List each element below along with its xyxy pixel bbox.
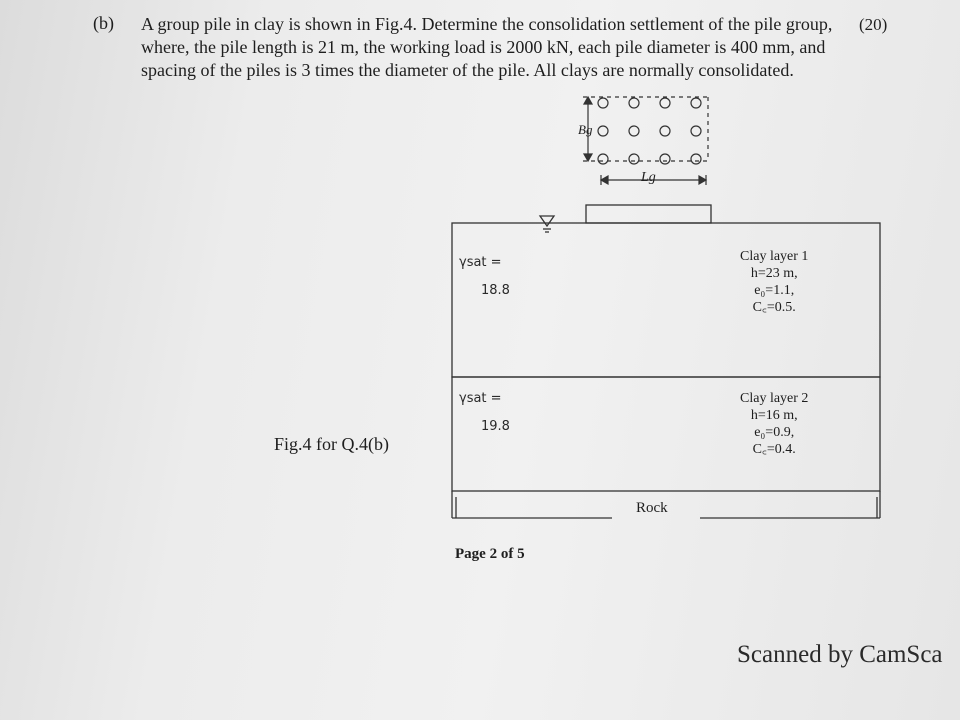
layer-2-h: h=16 m, [750,408,798,423]
rock-label: Rock [636,500,668,516]
water-table-icon [540,216,554,232]
pile [598,154,608,164]
pile [691,98,701,108]
pile [598,98,608,108]
clay-layer-2-box [452,377,880,491]
layer-1-e0: e₀=1.1, [754,283,795,298]
page-number: Page 2 of 5 [455,546,525,562]
scanner-watermark: Scanned by CamSca [737,641,943,668]
pile-circles [598,98,701,164]
pile [629,126,639,136]
pile [691,126,701,136]
lg-label: Lg [641,170,656,185]
layer-2-gamma-label: γsat = [459,391,502,406]
layer-1-name: Clay layer 1 [740,249,809,264]
pile [629,154,639,164]
pile [660,154,670,164]
layer-1-h: h=23 m, [750,266,798,281]
layer-1-gamma-label: γsat = [459,255,502,270]
pile [660,126,670,136]
bg-label: Bg [578,122,593,137]
layer-1-cc: C꜀=0.5. [752,300,796,315]
pile [629,98,639,108]
layer-1-gamma-value: 18.8 [481,283,510,298]
pile [691,154,701,164]
layer-2-gamma-value: 19.8 [481,419,510,434]
pile [598,126,608,136]
layer-2-name: Clay layer 2 [740,391,809,406]
clay-layer-1-properties [740,248,808,316]
clay-layer-2-properties [740,390,808,458]
layer-2-e0: e₀=0.9, [754,425,795,440]
question-marks: (20) [859,15,888,34]
clay-layer-1-box [452,223,880,377]
pile-cap [586,205,711,223]
question-label: (b) [93,13,114,33]
figure-caption: Fig.4 for Q.4(b) [274,434,389,454]
pile [660,98,670,108]
question-text: A group pile in clay is shown in Fig.4. Determine the consolidation settlement of the pile group, where, the pile length is 21 m, the working load is 2000 kN, each pile diameter is 400 mm, and spacing of the piles is 3 times the diameter of the pile. All clays are normally consolidated. [141,14,833,80]
layer-2-cc: C꜀=0.4. [752,442,796,457]
